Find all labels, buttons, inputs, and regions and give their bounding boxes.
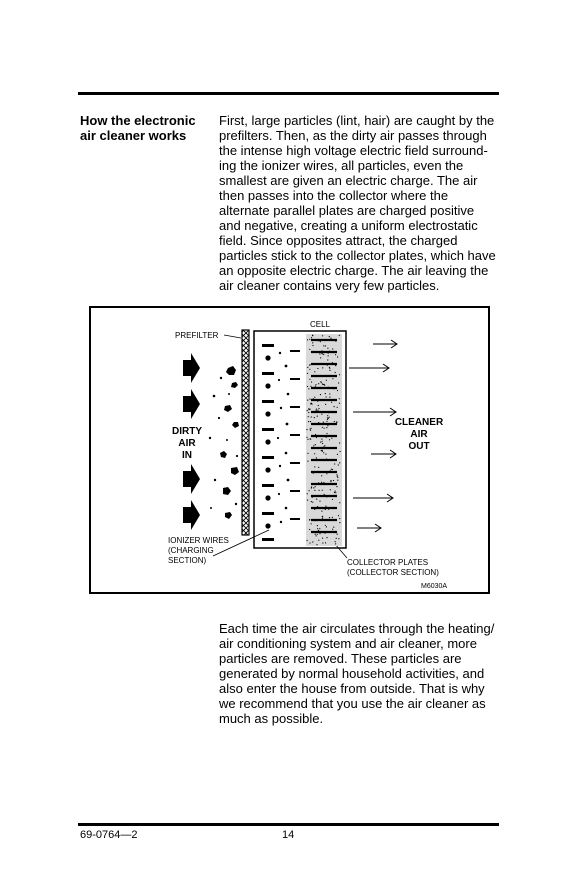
stipple-dot [307, 410, 308, 411]
stipple-dot [319, 490, 320, 491]
stipple-dot [317, 534, 318, 535]
stipple-dot [330, 338, 331, 339]
stipple-dot [308, 388, 309, 389]
heading-line: air cleaner works [80, 128, 187, 143]
text-line: field. Since opposites attract, the charged [219, 233, 458, 248]
prefilter-leader [224, 335, 241, 338]
stipple-dot [339, 442, 340, 443]
stipple-dot [329, 351, 330, 352]
stipple-dot [338, 464, 339, 465]
stipple-dot [335, 491, 336, 492]
stipple-dot [318, 422, 319, 423]
text-line: an opposite electric charge. The air leaving the [219, 263, 489, 278]
stipple-dot [336, 538, 337, 539]
input-arrow-4 [183, 500, 200, 530]
stipple-dot [320, 442, 321, 443]
dirty-air-label [172, 426, 202, 461]
stipple-dot [327, 359, 328, 360]
stipple-dot [331, 438, 332, 439]
cleaner-air-line: OUT [408, 441, 430, 452]
stipple-dot [309, 519, 310, 520]
stipple-dot [325, 345, 326, 346]
text-line: also enter the house from outside. That is why [219, 681, 485, 696]
cleaner-air-line: CLEANER [394, 417, 444, 428]
stipple-dot [339, 462, 340, 463]
text-line: ing the ionizer wires, all particles, even the [219, 158, 464, 173]
stipple-dot [317, 525, 318, 526]
stipple-dot [321, 482, 322, 483]
dirty-air-line: DIRTY [172, 426, 202, 437]
stipple-dot [329, 517, 330, 518]
stipple-dot [321, 350, 322, 351]
stipple-dot [332, 348, 333, 349]
stipple-dot [337, 534, 338, 535]
stipple-dot [322, 516, 323, 517]
stipple-dot [332, 472, 333, 473]
stipple-dot [328, 387, 329, 388]
stipple-dot [318, 540, 319, 541]
stipple-dot [315, 434, 316, 435]
stipple-dot [329, 367, 330, 368]
stipple-dot [311, 337, 312, 338]
stipple-dot [334, 492, 335, 493]
stipple-dot [325, 393, 326, 394]
text-line: we recommend that you use the air cleaner as [219, 696, 486, 711]
stipple-dot [318, 530, 319, 531]
stipple-dot [315, 384, 316, 385]
diagram-drawing [91, 308, 490, 594]
stipple-dot [307, 367, 308, 368]
stipple-dot [322, 542, 323, 543]
stipple-dot [326, 496, 327, 497]
stipple-dot [327, 417, 328, 418]
stipple-dot [307, 493, 308, 494]
stipple-dot [324, 423, 325, 424]
stipple-dot [327, 415, 328, 416]
heading-line: How the electronic [80, 113, 196, 128]
stipple-dot [307, 453, 308, 454]
stipple-dot [329, 397, 330, 398]
stipple-dot [311, 486, 312, 487]
stipple-dot [313, 473, 314, 474]
stipple-dot [327, 425, 328, 426]
text-line: air cleaner contains very few particles. [219, 278, 440, 293]
stipple-dot [311, 416, 312, 417]
stipple-dot [318, 405, 319, 406]
text-line: prefilters. Then, as the dirty air passes through [219, 128, 487, 143]
cleaner-air-label [395, 417, 444, 452]
stipple-dot [324, 385, 325, 386]
stipple-dot [339, 518, 340, 519]
stipple-dot [334, 463, 335, 464]
stipple-dot [318, 467, 319, 468]
text-line: smallest are given an electric charge. The air [219, 173, 478, 188]
stipple-dot [322, 450, 323, 451]
stipple-dot [323, 354, 324, 355]
stipple-dot [325, 506, 326, 507]
stipple-dot [320, 357, 321, 358]
text-line: then passes into the collector where the [219, 188, 449, 203]
document-number: 69-0764—2 [80, 829, 138, 841]
stipple-dot [326, 433, 327, 434]
stipple-dot [326, 458, 327, 459]
stipple-dot [324, 494, 325, 495]
stipple-dot [317, 401, 318, 402]
stipple-dot [330, 483, 331, 484]
ionizer-line: IONIZER WIRES [168, 536, 229, 545]
ionizer-line: SECTION) [168, 556, 207, 565]
text-line: First, large particles (lint, hair) are caught by the [219, 113, 495, 128]
stipple-dot [322, 387, 323, 388]
stipple-dot [309, 369, 310, 370]
stipple-dot [320, 387, 321, 388]
output-arrows [349, 340, 397, 532]
stipple-dot [313, 398, 314, 399]
stipple-dot [309, 409, 310, 410]
stipple-dot [339, 522, 340, 523]
stipple-dot [317, 368, 318, 369]
stipple-dot [335, 365, 336, 366]
stipple-dot [308, 412, 309, 413]
stipple-dot [327, 348, 328, 349]
stipple-dot [322, 367, 323, 368]
stipple-dot [309, 490, 310, 491]
stipple-dot [314, 453, 315, 454]
input-arrow-1 [183, 353, 200, 383]
stipple-dot [315, 520, 316, 521]
stipple-dot [321, 382, 322, 383]
stipple-dot [314, 466, 315, 467]
stipple-dot [325, 509, 326, 510]
ionizer-section [262, 344, 300, 541]
stipple-dot [334, 406, 335, 407]
stipple-dot [315, 534, 316, 535]
stipple-dot [339, 398, 340, 399]
section-heading [80, 113, 215, 143]
stipple-dot [322, 441, 323, 442]
stipple-dot [308, 421, 309, 422]
stipple-dot [332, 362, 333, 363]
stipple-dot [319, 528, 320, 529]
stipple-dot [326, 537, 327, 538]
stipple-dot [318, 383, 319, 384]
stipple-dot [310, 430, 311, 431]
stipple-dot [307, 461, 308, 462]
text-line: air conditioning system and air cleaner, more [219, 636, 477, 651]
stipple-dot [307, 500, 308, 501]
top-rule [78, 92, 499, 95]
stipple-dot [324, 428, 325, 429]
stipple-dot [313, 487, 314, 488]
stipple-dot [310, 421, 311, 422]
stipple-dot [311, 381, 312, 382]
stipple-dot [336, 474, 337, 475]
stipple-dot [325, 454, 326, 455]
stipple-dot [314, 371, 315, 372]
stipple-dot [323, 446, 324, 447]
stipple-dot [322, 490, 323, 491]
cleaner-air-line: AIR [410, 429, 428, 440]
stipple-dot [322, 335, 323, 336]
dirty-air-line: AIR [178, 438, 196, 449]
stipple-dot [323, 399, 324, 400]
stipple-dot [318, 408, 319, 409]
stipple-dot [308, 408, 309, 409]
stipple-dot [309, 349, 310, 350]
stipple-dot [333, 527, 334, 528]
stipple-dot [316, 457, 317, 458]
paragraph-usage [219, 621, 504, 726]
stipple-dot [319, 533, 320, 534]
stipple-dot [333, 483, 334, 484]
stipple-dot [322, 443, 323, 444]
stipple-dot [307, 439, 308, 440]
stipple-dot [312, 342, 313, 343]
stipple-dot [329, 417, 330, 418]
stipple-dot [337, 390, 338, 391]
stipple-dot [333, 480, 334, 481]
stipple-dot [312, 497, 313, 498]
stipple-dot [322, 538, 323, 539]
input-arrow-3 [183, 464, 200, 494]
stipple-dot [326, 396, 327, 397]
stipple-dot [327, 419, 328, 420]
stipple-dot [335, 543, 336, 544]
stipple-dot [317, 339, 318, 340]
stipple-dot [337, 476, 338, 477]
stipple-dot [314, 417, 315, 418]
text-line: alternate parallel plates are charged positive [219, 203, 475, 218]
stipple-dot [324, 533, 325, 534]
collector-line: (COLLECTOR SECTION) [347, 568, 439, 577]
stipple-dot [329, 370, 330, 371]
stipple-dot [307, 373, 308, 374]
stipple-dot [314, 397, 315, 398]
stipple-dot [309, 542, 310, 543]
page-number: 14 [282, 829, 295, 841]
stipple-dot [309, 379, 310, 380]
text-line: much as possible. [219, 711, 324, 726]
stipple-dot [326, 473, 327, 474]
stipple-dot [312, 345, 313, 346]
stipple-dot [312, 541, 313, 542]
stipple-dot [324, 445, 325, 446]
stipple-dot [329, 393, 330, 394]
stipple-dot [331, 402, 332, 403]
stipple-dot [338, 382, 339, 383]
stipple-dot [337, 356, 338, 357]
stipple-dot [315, 486, 316, 487]
stipple-dot [316, 499, 317, 500]
stipple-dot [323, 422, 324, 423]
stipple-dot [321, 511, 322, 512]
collector-line: COLLECTOR PLATES [347, 558, 429, 567]
input-arrow-2 [183, 389, 200, 419]
stipple-dot [325, 542, 326, 543]
stipple-dot [310, 438, 311, 439]
stipple-dot [309, 529, 310, 530]
stipple-dot [308, 416, 309, 417]
stipple-dot [316, 410, 317, 411]
dirty-air-line: IN [182, 450, 192, 461]
ionizer-line: (CHARGING [168, 546, 214, 555]
stipple-dot [329, 336, 330, 337]
stipple-dot [320, 394, 321, 395]
stipple-dot [339, 502, 340, 503]
ionizer-label [168, 536, 229, 565]
stipple-dot [309, 339, 310, 340]
stipple-dot [306, 429, 307, 430]
stipple-dot [333, 363, 334, 364]
stipple-dot [316, 535, 317, 536]
stipple-dot [311, 523, 312, 524]
stipple-dot [311, 483, 312, 484]
bottom-rule [78, 823, 499, 826]
stipple-dot [325, 340, 326, 341]
stipple-dot [311, 403, 312, 404]
stipple-dot [307, 386, 308, 387]
stipple-dot [339, 374, 340, 375]
stipple-dot [321, 353, 322, 354]
stipple-dot [337, 480, 338, 481]
stipple-dot [335, 492, 336, 493]
text-line: the intense high voltage electric field surround- [219, 143, 488, 158]
stipple-dot [323, 482, 324, 483]
stipple-dot [339, 403, 340, 404]
stipple-dot [326, 380, 327, 381]
stipple-dot [332, 517, 333, 518]
stipple-dot [313, 445, 314, 446]
collector-label [347, 558, 439, 577]
stipple-dot [314, 490, 315, 491]
stipple-dot [307, 400, 308, 401]
stipple-dot [326, 526, 327, 527]
stipple-dot [316, 544, 317, 545]
stipple-dot [332, 378, 333, 379]
dirt-particles [209, 366, 239, 519]
stipple-dot [326, 421, 327, 422]
stipple-dot [317, 506, 318, 507]
stipple-dot [321, 439, 322, 440]
stipple-dot [340, 451, 341, 452]
stipple-dot [335, 541, 336, 542]
stipple-dot [333, 388, 334, 389]
stipple-dot [325, 404, 326, 405]
stipple-dot [322, 384, 323, 385]
stipple-dot [309, 399, 310, 400]
stipple-dot [332, 499, 333, 500]
stipple-dot [320, 341, 321, 342]
stipple-dot [319, 501, 320, 502]
stipple-dot [316, 437, 317, 438]
stipple-dot [307, 339, 308, 340]
paragraph-how-it-works [219, 113, 504, 293]
stipple-dot [318, 482, 319, 483]
stipple-dot [317, 528, 318, 529]
stipple-dot [306, 437, 307, 438]
stipple-dot [322, 427, 323, 428]
stipple-dot [322, 518, 323, 519]
stipple-dot [328, 353, 329, 354]
stipple-dot [336, 486, 337, 487]
figure-code: M6030A [421, 583, 448, 590]
stipple-dot [337, 407, 338, 408]
stipple-dot [336, 421, 337, 422]
stipple-dot [323, 452, 324, 453]
stipple-dot [339, 335, 340, 336]
stipple-dot [326, 437, 327, 438]
stipple-dot [328, 418, 329, 419]
text-line: Each time the air circulates through the heating/ [219, 621, 495, 636]
stipple-dot [335, 372, 336, 373]
stipple-dot [335, 354, 336, 355]
stipple-dot [321, 414, 322, 415]
text-line: and negative, creating a uniform electrostatic [219, 218, 478, 233]
stipple-dot [312, 502, 313, 503]
stipple-dot [337, 477, 338, 478]
stipple-dot [323, 345, 324, 346]
stipple-dot [337, 454, 338, 455]
stipple-dot [311, 428, 312, 429]
stipple-dot [329, 439, 330, 440]
stipple-dot [325, 525, 326, 526]
stipple-dot [334, 421, 335, 422]
stipple-dot [310, 386, 311, 387]
stipple-dot [328, 412, 329, 413]
stipple-dot [317, 410, 318, 411]
stipple-dot [326, 427, 327, 428]
stipple-dot [310, 428, 311, 429]
air-cleaner-diagram [89, 306, 490, 594]
stipple-dot [338, 515, 339, 516]
prefilter-screen [242, 330, 249, 535]
stipple-dot [330, 480, 331, 481]
stipple-dot [332, 529, 333, 530]
stipple-dot [331, 469, 332, 470]
stipple-dot [318, 340, 319, 341]
stipple-dot [316, 495, 317, 496]
stipple-dot [321, 475, 322, 476]
stipple-dot [338, 538, 339, 539]
stipple-dot [315, 444, 316, 445]
text-line: particles are removed. These particles are [219, 651, 462, 666]
stipple-dot [335, 341, 336, 342]
stipple-dot [327, 365, 328, 366]
stipple-dot [330, 489, 331, 490]
stipple-dot [332, 352, 333, 353]
text-line: generated by normal household activities, and [219, 666, 485, 681]
stipple-dot [307, 540, 308, 541]
stipple-dot [316, 409, 317, 410]
cell-label: CELL [310, 320, 331, 329]
prefilter-label: PREFILTER [175, 331, 219, 340]
stipple-dot [328, 355, 329, 356]
stipple-dot [328, 509, 329, 510]
collector-section [306, 334, 342, 546]
stipple-dot [330, 470, 331, 471]
stipple-dot [314, 509, 315, 510]
stipple-dot [315, 386, 316, 387]
stipple-dot [309, 365, 310, 366]
stipple-dot [319, 353, 320, 354]
stipple-dot [312, 335, 313, 336]
stipple-dot [317, 416, 318, 417]
stipple-dot [311, 501, 312, 502]
text-line: particles stick to the collector plates, which have [219, 248, 496, 263]
